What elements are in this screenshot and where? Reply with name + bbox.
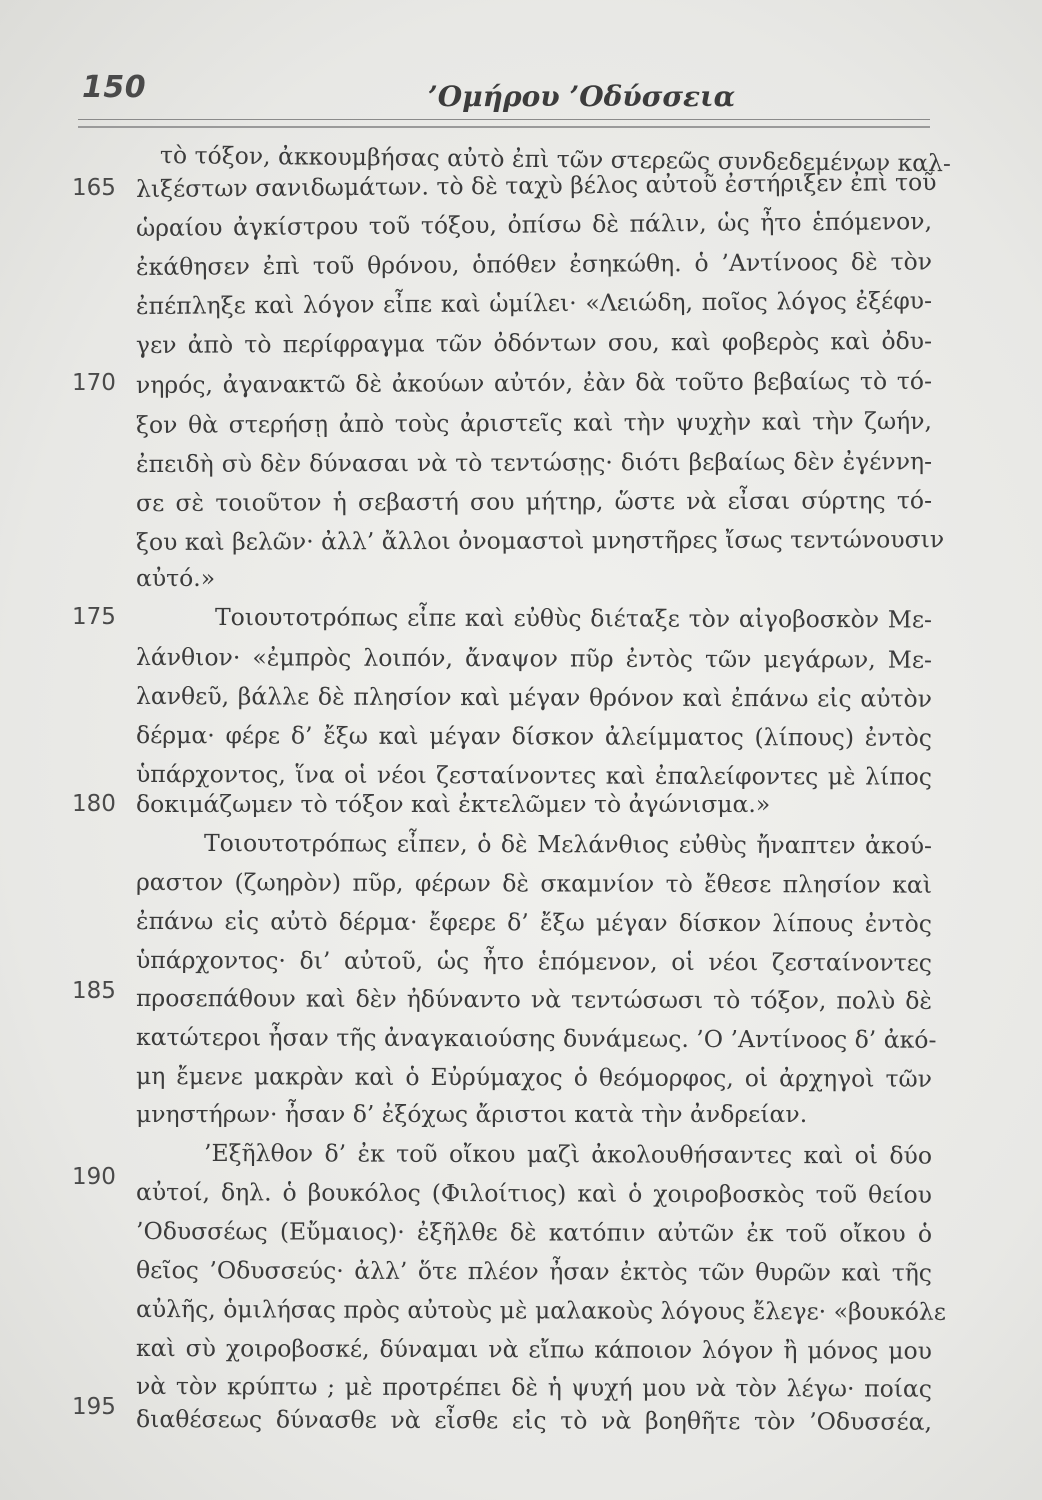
line-number-180: 180	[72, 791, 116, 817]
line-number-185: 185	[72, 978, 116, 1004]
text-line: ραστον (ζωηρὸν) πῦρ, φέρων δὲ σκαμνίον τὸ ἔθεσε πλησίον καὶ	[135, 868, 933, 899]
line-number-175: 175	[72, 604, 116, 630]
text-line: ξου καὶ βελῶν· ἀλλ’ ἄλλοι ὀνομαστοὶ μνηστῆρες ἴσως τεντώνουσιν	[135, 525, 945, 556]
text-line: λανθεῦ, βάλλε δὲ πλησίον καὶ μέγαν θρόνον καὶ ἐπάνω εἰς αὐτὸν	[135, 682, 933, 713]
text-line: θεῖος ’Οδυσσεύς· ἀλλ’ ὅτε πλέον ἦσαν ἐκτὸς τῶν θυρῶν καὶ τῆς	[135, 1256, 933, 1287]
line-number-165: 165	[72, 175, 116, 201]
line-number-190: 190	[72, 1164, 116, 1190]
text-line: ξον θὰ στερήσῃ ἀπὸ τοὺς ἀριστεῖς καὶ τὴν ψυχὴν καὶ τὴν ζωήν,	[135, 406, 933, 439]
text-line: ὑπάρχοντος, ἵνα οἱ νέοι ζεσταίνοντες καὶ ἐπαλείφοντες μὲ λίπος	[135, 760, 933, 791]
text-line: ἐπάνω εἰς αὐτὸ δέρμα· ἔφερε δ’ ἔξω μέγαν δίσκον λίπους ἐντὸς	[135, 907, 933, 938]
text-line: ἐπειδὴ σὺ δὲν δύνασαι νὰ τὸ τεντώσῃς· διότι βεβαίως δὲν ἐγέννη-	[135, 447, 933, 478]
text-line: ’Εξῆλθον δ’ ἐκ τοῦ οἴκου μαζὶ ἀκολουθήσαντες καὶ οἱ δύο	[203, 1139, 933, 1170]
text-line: προσεπάθουν καὶ δὲν ἠδύναντο νὰ τεντώσωσι τὸ τόξον, πολὺ δὲ	[135, 984, 933, 1015]
text-line: δοκιμάζωμεν τὸ τόξον καὶ ἐκτελῶμεν τὸ ἀγώνισμα.»	[136, 790, 771, 818]
text-line: νὰ τὸν κρύπτω ; μὲ προτρέπει δὲ ἡ ψυχή μου νὰ τὸν λέγω· ποίας	[135, 1372, 933, 1403]
text-line: Τοιουτοτρόπως εἶπεν, ὁ δὲ Μελάνθιος εὐθὺς ἤναπτεν ἀκού-	[203, 829, 933, 860]
text-line: σε σὲ τοιοῦτον ἡ σεβαστή σου μήτηρ, ὥστε νὰ εἶσαι σύρτης τό-	[135, 486, 933, 517]
text-line: καὶ σὺ χοιροβοσκέ, δύναμαι νὰ εἴπω κάποιον λόγον ἢ μόνος μου	[135, 1334, 933, 1365]
text-line: αὐτοί, δηλ. ὁ βουκόλος (Φιλοίτιος) καὶ ὁ χοιροβοσκὸς τοῦ θείου	[135, 1178, 933, 1209]
text-line: γεν ἀπὸ τὸ περίφραγμα τῶν ὀδόντων σου, καὶ φοβερὸς καὶ ὀδυ-	[135, 326, 933, 359]
text-line: μη ἔμενε μακρὰν καὶ ὁ Εὐρύμαχος ὁ θεόμορφος, οἱ ἀρχηγοὶ τῶν	[135, 1062, 933, 1093]
text-line: δέρμα· φέρε δ’ ἔξω καὶ μέγαν δίσκον ἀλείμματος (λίπους) ἐντὸς	[135, 721, 933, 752]
text-line: αὐλῆς, ὁμιλήσας πρὸς αὐτοὺς μὲ μαλακοὺς λόγους ἔλεγε· «βουκόλε	[135, 1295, 946, 1326]
running-title: ’Ομήρου ’Οδύσσεια	[428, 80, 736, 113]
page-number: 150	[82, 70, 147, 105]
text-line: ὑπάρχοντος· δι’ αὐτοῦ, ὡς ἦτο ἑπόμενον, οἱ νέοι ζεσταίνοντες	[135, 946, 933, 977]
text-line: ἐπέπληξε καὶ λόγον εἶπε καὶ ὡμίλει· «Λειώδη, ποῖος λόγος ἐξέφυ-	[135, 286, 933, 320]
text-line: ὡραίου ἀγκίστρου τοῦ τόξου, ὀπίσω δὲ πάλιν, ὡς ἦτο ἑπόμενον,	[135, 207, 933, 242]
text-line: ἐκάθησεν ἐπὶ τοῦ θρόνου, ὁπόθεν ἐσηκώθη. ὁ ’Αντίνοος δὲ τὸν	[135, 247, 933, 281]
text-line: λάνθιον· «ἐμπρὸς λοιπόν, ἄναψον πῦρ ἐντὸς τῶν μεγάρων, Με-	[135, 643, 933, 674]
header-rule-double	[78, 126, 930, 128]
text-line: λιξέστων σανιδωμάτων. τὸ δὲ ταχὺ βέλος αὐτοῦ ἐστήριξεν ἐπὶ τοῦ	[135, 168, 937, 203]
text-line: Τοιουτοτρόπως εἶπε καὶ εὐθὺς διέταξε τὸν αἰγοβοσκὸν Με-	[214, 603, 933, 634]
text-line: νηρός, ἀγανακτῶ δὲ ἀκούων αὐτόν, ἐὰν δὰ τοῦτο βεβαίως τὸ τό-	[135, 366, 933, 399]
line-number-170: 170	[72, 370, 116, 396]
line-number-195: 195	[72, 1394, 116, 1420]
text-line: διαθέσεως δύνασθε νὰ εἶσθε εἰς τὸ νὰ βοηθῆτε τὸν ’Οδυσσέα,	[135, 1405, 933, 1436]
text-line: μνηστήρων· ἦσαν δ’ ἐξόχως ἄριστοι κατὰ τὴν ἀνδρείαν.	[136, 1100, 808, 1128]
text-line: ’Οδυσσέως (Εὔμαιος)· ἐξῆλθε δὲ κατόπιν αὐτῶν ἐκ τοῦ οἴκου ὁ	[135, 1217, 933, 1248]
text-line: κατώτεροι ἦσαν τῆς ἀναγκαιούσης δυνάμεως. ’Ο ’Αντίνοος δ’ ἀκό-	[135, 1023, 937, 1054]
text-line: τὸ τόξον, ἀκκουμβήσας αὐτὸ ἐπὶ τῶν στερεῶς συνδεδεμένων καλ-	[159, 141, 952, 178]
text-line: αὐτό.»	[136, 564, 216, 592]
header-rule	[78, 119, 930, 120]
